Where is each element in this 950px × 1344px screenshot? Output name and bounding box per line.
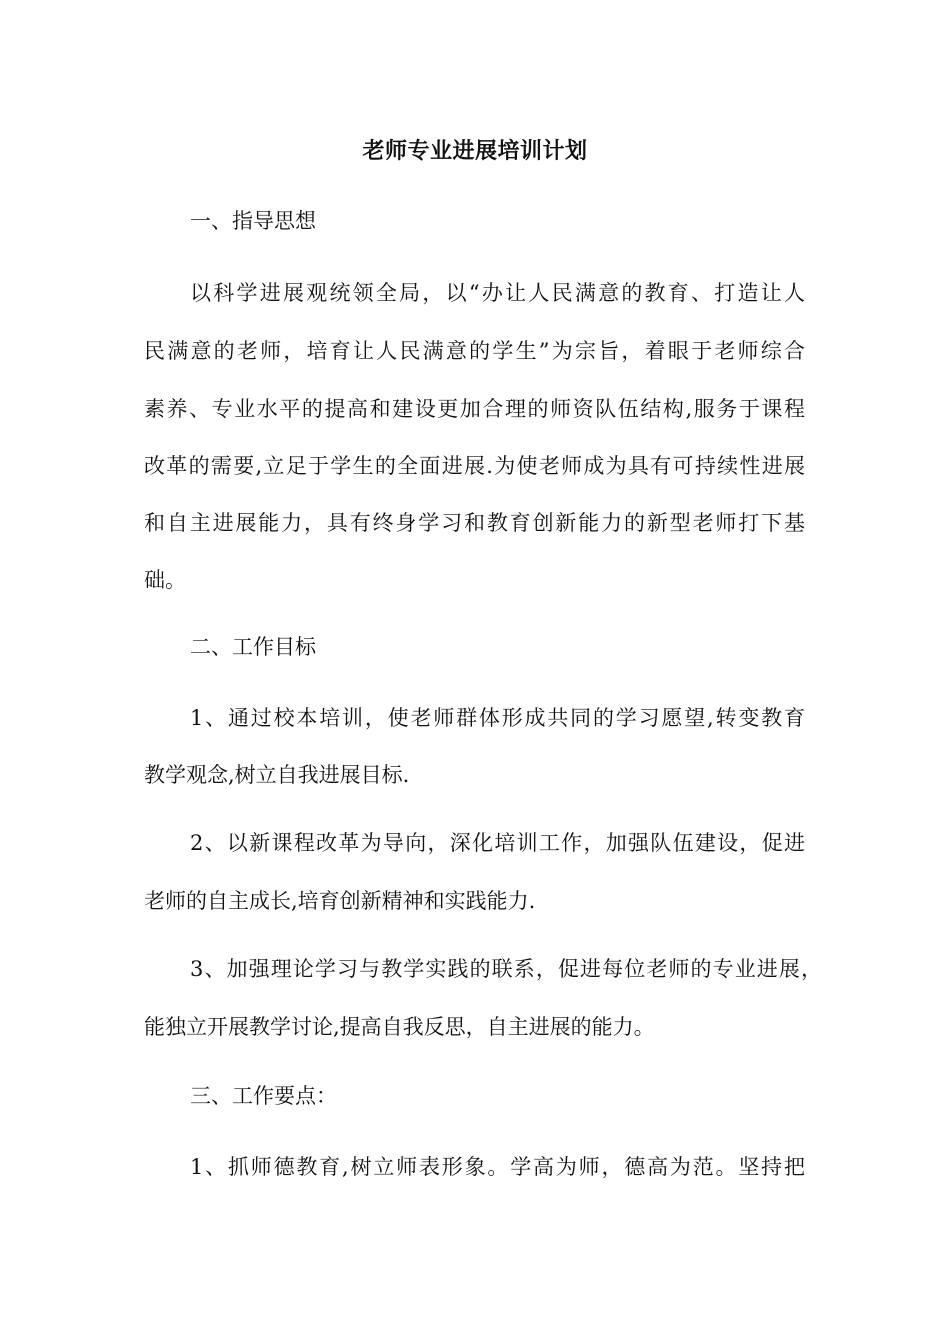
paragraph-line: 能独立开展教学讨论,提高自我反思，自主进展的能力。 (144, 1015, 655, 1039)
paragraph-line: 3、加强理论学习与教学实践的联系，促进每位老师的专业进展， (190, 957, 822, 981)
paragraph-line: 教学观念,树立自我进展目标. (144, 763, 410, 787)
paragraph-line: 1、抓师德教育,树立师表形象。学高为师，德高为范。坚持把 (190, 1155, 805, 1179)
document-title: 老师专业进展培训计划 (362, 139, 588, 164)
paragraph-line: 和自主进展能力，具有终身学习和教育创新能力的新型老师打下基 (144, 511, 805, 535)
paragraph-line: 老师的自主成长,培育创新精神和实践能力. (144, 889, 536, 913)
section-heading-guiding-ideology: 一、指导思想 (190, 209, 316, 233)
section-heading-work-goals: 二、工作目标 (190, 635, 316, 659)
paragraph-line: 2、以新课程改革为导向，深化培训工作，加强队伍建设，促进 (190, 831, 805, 855)
paragraph-line: 以科学进展观统领全局，以“办让人民满意的教育、打造让人 (190, 281, 805, 305)
paragraph-line: 民满意的老师，培育让人民满意的学生”为宗旨，着眼于老师综合 (144, 339, 805, 363)
paragraph-line: 础。 (144, 568, 186, 592)
paragraph-line: 改革的需要,立足于学生的全面进展.为使老师成为具有可持续性进展 (144, 454, 805, 478)
paragraph-line: 素养、专业水平的提高和建设更加合理的师资队伍结构,服务于课程 (144, 397, 805, 421)
paragraph-line: 1、通过校本培训，使老师群体形成共同的学习愿望,转变教育 (190, 706, 805, 730)
section-heading-work-points: 三、工作要点： (190, 1084, 337, 1108)
